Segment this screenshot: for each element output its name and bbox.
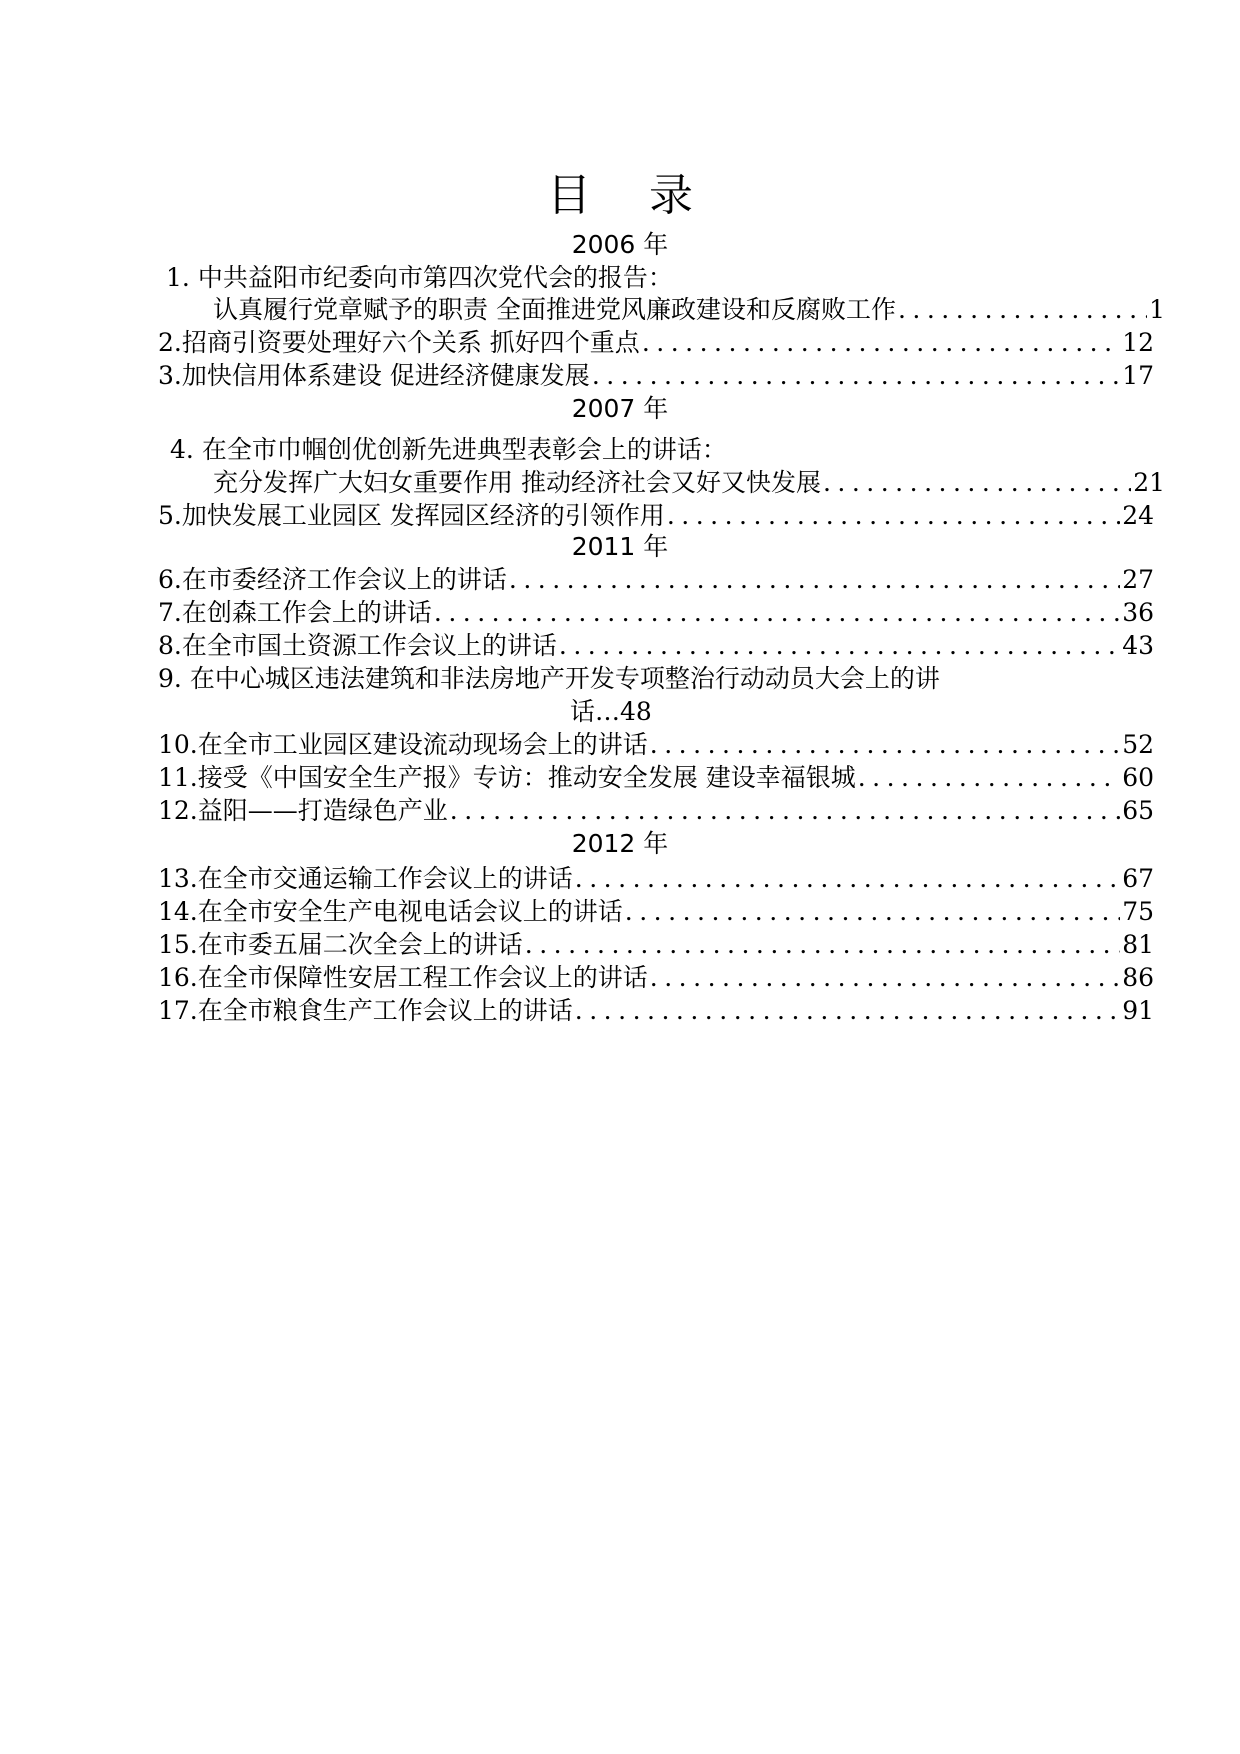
toc-entry-4-header[interactable] — [170, 433, 727, 467]
toc-entry-title: 在市委五届二次全会上的讲话 — [197, 930, 523, 959]
toc-entry-title: 在中心城区违法建筑和非法房地产开发专项整治行动动员大会上的讲 — [189, 664, 940, 693]
toc-entry-title: 加快发展工业园区 发挥园区经济的引领作用 — [181, 501, 665, 530]
toc-entry-number: 11. — [158, 763, 198, 792]
toc-page-number: 1 — [1149, 295, 1165, 324]
toc-entry-number: 6. — [158, 565, 182, 594]
toc-leader-dots — [821, 466, 1131, 500]
toc-entry-number: 14. — [158, 897, 198, 926]
toc-leader-dots — [573, 994, 1120, 1028]
toc-entry-9-continuation[interactable]: 话…48 — [570, 697, 652, 726]
toc-entry-number: 2. — [158, 328, 182, 357]
toc-entry-title: 在全市安全生产电视电话会议上的讲话 — [197, 897, 623, 926]
toc-entry-title: 在全市交通运输工作会议上的讲话 — [197, 864, 573, 893]
toc-page-number: 60 — [1122, 763, 1154, 792]
toc-entry-number: 8. — [158, 631, 182, 660]
toc-entry-title: 在全市国土资源工作会议上的讲话 — [181, 631, 557, 660]
toc-entry-6[interactable] — [158, 563, 1154, 597]
toc-entry-number: 12. — [158, 796, 198, 825]
toc-entry-15[interactable] — [158, 928, 1154, 962]
toc-entry-number: 17. — [158, 996, 198, 1025]
toc-entry-number: 5. — [158, 501, 182, 530]
toc-entry-title: 在全市保障性安居工程工作会议上的讲话 — [197, 963, 648, 992]
toc-entry-17[interactable] — [158, 994, 1154, 1028]
toc-entry-3[interactable] — [158, 359, 1154, 393]
toc-leader-dots — [448, 794, 1120, 828]
toc-entry-1[interactable] — [213, 293, 1165, 327]
toc-entry-number: 10. — [158, 730, 198, 759]
toc-entry-13[interactable] — [158, 862, 1154, 896]
toc-page-number: 24 — [1122, 501, 1154, 530]
toc-page-number: 81 — [1122, 930, 1154, 959]
toc-leader-dots — [590, 359, 1120, 393]
toc-entry-9[interactable] — [158, 662, 940, 696]
toc-entry-title: 接受《中国安全生产报》专访：推动安全发展 建设幸福银城 — [197, 763, 856, 792]
toc-entry-number: 4. — [170, 435, 194, 464]
toc-leader-dots — [557, 629, 1120, 663]
toc-entry-title: 加快信用体系建设 促进经济健康发展 — [181, 361, 590, 390]
toc-entry-title: 益阳——打造绿色产业 — [197, 796, 448, 825]
page-title: 目 录 — [547, 170, 715, 221]
toc-entry-title: 在市委经济工作会议上的讲话 — [181, 565, 507, 594]
toc-entry-title: 在全市粮食生产工作会议上的讲话 — [197, 996, 573, 1025]
toc-leader-dots — [856, 761, 1120, 795]
toc-entry-11[interactable] — [158, 761, 1154, 795]
toc-entry-number: 1. — [166, 263, 190, 292]
toc-leader-dots — [640, 326, 1120, 360]
year-heading-2006: 2006 年 — [571, 230, 669, 259]
toc-page-number: 75 — [1122, 897, 1154, 926]
toc-entry-title: 在创森工作会上的讲话 — [181, 598, 432, 627]
toc-leader-dots — [623, 895, 1120, 929]
toc-entry-10[interactable] — [158, 728, 1154, 762]
toc-page-number: 12 — [1122, 328, 1154, 357]
toc-leader-dots — [896, 293, 1147, 327]
toc-entry-2[interactable] — [158, 326, 1154, 360]
toc-leader-dots — [573, 862, 1120, 896]
toc-leader-dots — [523, 928, 1120, 962]
year-heading-2011: 2011 年 — [571, 532, 669, 561]
toc-entry-title: 在全市巾帼创优创新先进典型表彰会上的讲话： — [201, 435, 727, 464]
toc-page-number: 21 — [1133, 468, 1165, 497]
toc-entry-subtitle: 认真履行党章赋予的职责 全面推进党风廉政建设和反腐败工作 — [213, 295, 896, 324]
toc-entry-subtitle: 充分发挥广大妇女重要作用 推动经济社会又好又快发展 — [213, 468, 821, 497]
toc-entry-number: 15. — [158, 930, 198, 959]
toc-entry-number: 3. — [158, 361, 182, 390]
toc-page-number: 52 — [1122, 730, 1154, 759]
toc-entry-14[interactable] — [158, 895, 1154, 929]
toc-page-number: 17 — [1122, 361, 1154, 390]
toc-entry-1-header[interactable] — [166, 261, 673, 295]
year-heading-2012: 2012 年 — [571, 829, 669, 858]
toc-entry-number: 9. — [158, 664, 182, 693]
toc-page-number: 36 — [1122, 598, 1154, 627]
toc-leader-dots — [507, 563, 1120, 597]
toc-entry-title: 中共益阳市纪委向市第四次党代会的报告： — [197, 263, 673, 292]
toc-entry-12[interactable] — [158, 794, 1154, 828]
toc-leader-dots — [648, 961, 1120, 995]
toc-leader-dots — [432, 596, 1120, 630]
year-heading-2007: 2007 年 — [571, 394, 669, 423]
toc-entry-title: 在全市工业园区建设流动现场会上的讲话 — [197, 730, 648, 759]
toc-page-number: 91 — [1122, 996, 1154, 1025]
toc-page-number: 43 — [1122, 631, 1154, 660]
toc-entry-5[interactable] — [158, 499, 1154, 533]
toc-entry-number: 13. — [158, 864, 198, 893]
toc-entry-16[interactable] — [158, 961, 1154, 995]
toc-leader-dots — [665, 499, 1120, 533]
toc-entry-number: 16. — [158, 963, 198, 992]
toc-page-number: 86 — [1122, 963, 1154, 992]
toc-entry-7[interactable] — [158, 596, 1154, 630]
toc-page-number: 67 — [1122, 864, 1154, 893]
toc-entry-4[interactable] — [213, 466, 1165, 500]
toc-page-number: 27 — [1122, 565, 1154, 594]
toc-leader-dots — [648, 728, 1120, 762]
toc-entry-title: 招商引资要处理好六个关系 抓好四个重点 — [181, 328, 640, 357]
toc-entry-number: 7. — [158, 598, 182, 627]
toc-entry-8[interactable] — [158, 629, 1154, 663]
toc-page-number: 65 — [1122, 796, 1154, 825]
